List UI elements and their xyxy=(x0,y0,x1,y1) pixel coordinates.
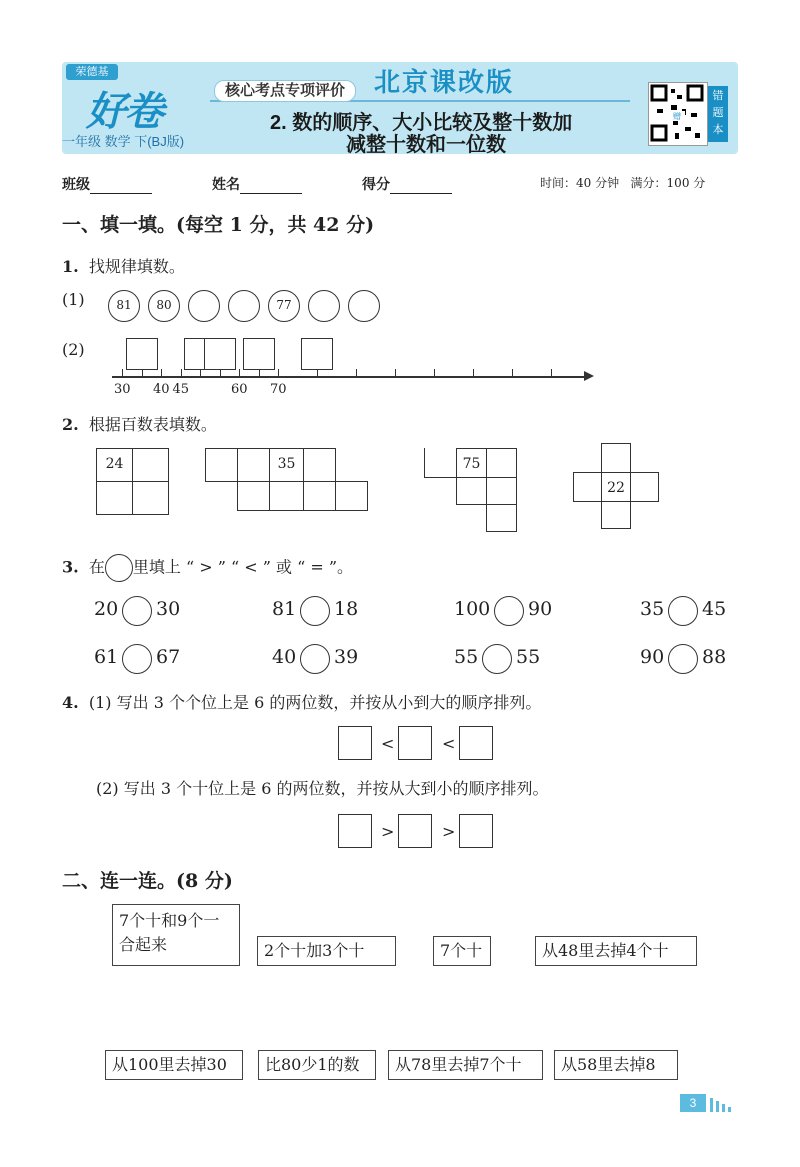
number-line-answer-box[interactable] xyxy=(204,338,236,370)
match-bottom-box[interactable]: 从58里去掉8 xyxy=(554,1050,678,1080)
number-line-pointer xyxy=(142,370,143,376)
name-field[interactable]: 姓名 xyxy=(212,174,302,194)
sequence-circle-given: 77 xyxy=(268,290,300,322)
number-line-tick xyxy=(356,369,357,377)
compare-left-number: 61 xyxy=(94,646,119,668)
page-title-line2: 减整十数和一位数 xyxy=(346,134,506,156)
exam-meta: 时间：40 分钟 满分：100 分 xyxy=(540,176,706,190)
compare-answer-circle[interactable] xyxy=(300,596,330,626)
number-line-answer-box[interactable] xyxy=(301,338,333,370)
edition-label: 北京课改版 xyxy=(374,67,515,97)
match-bottom-box[interactable]: 从78里去掉7个十 xyxy=(388,1050,543,1080)
grid4-cell[interactable] xyxy=(573,472,602,502)
sequence-circle-blank[interactable] xyxy=(188,290,220,322)
q4-part2: (2) 写出 3 个十位上是 6 的两位数，并按从大到小的顺序排列。 xyxy=(96,779,549,798)
score-field[interactable]: 得分 xyxy=(362,174,452,194)
grid3-cell: 75 xyxy=(456,448,487,478)
compare-left-number: 40 xyxy=(272,646,297,668)
q4-part1: 4. (1) 写出 3 个个位上是 6 的两位数，并按从小到大的顺序排列。 xyxy=(62,693,542,712)
less-than-sign: < xyxy=(442,734,456,753)
number-line-tick xyxy=(278,369,279,377)
number-line-tick xyxy=(434,369,435,377)
q4-2-answer-box[interactable] xyxy=(338,814,372,848)
q3-heading: 3. 在 里填上 “ > ” “ < ” 或 “ = ”。 xyxy=(62,554,353,582)
compare-right-number: 39 xyxy=(334,646,359,668)
grid4-cell[interactable] xyxy=(630,472,659,502)
page-title-line1: 2. 数的顺序、大小比较及整十数加 xyxy=(270,112,573,134)
compare-right-number: 88 xyxy=(702,646,727,668)
match-top-box[interactable]: 7个十 xyxy=(433,936,491,966)
number-line-tick xyxy=(395,369,396,377)
grid2-cell: 35 xyxy=(269,448,304,482)
brand-tag: 荣德基 xyxy=(66,64,118,80)
grid1-cell[interactable] xyxy=(132,448,169,482)
match-top-box[interactable]: 2个十加3个十 xyxy=(257,936,396,966)
less-than-sign: < xyxy=(381,734,395,753)
compare-right-number: 30 xyxy=(156,598,181,620)
number-line-label: 30 xyxy=(114,382,131,397)
compare-left-number: 100 xyxy=(454,598,491,620)
number-line-pointer xyxy=(259,370,260,376)
q4-2-answer-box[interactable] xyxy=(398,814,432,848)
compare-answer-circle[interactable] xyxy=(668,644,698,674)
q4-1-answer-box[interactable] xyxy=(338,726,372,760)
compare-right-number: 55 xyxy=(516,646,541,668)
number-line-label: 60 xyxy=(231,382,248,397)
sequence-circle-given: 81 xyxy=(108,290,140,322)
class-field[interactable]: 班级 xyxy=(62,174,152,194)
q1-part2-label: (2) xyxy=(62,340,85,359)
grid1-cell[interactable] xyxy=(96,481,133,515)
compare-answer-circle[interactable] xyxy=(494,596,524,626)
compare-right-number: 45 xyxy=(702,598,727,620)
compare-right-number: 18 xyxy=(334,598,359,620)
number-line-answer-box[interactable] xyxy=(243,338,275,370)
grid1-cell: 24 xyxy=(96,448,133,482)
q4-1-answer-box[interactable] xyxy=(459,726,493,760)
number-line-tick xyxy=(181,369,182,377)
number-line-answer-box[interactable] xyxy=(126,338,158,370)
number-line-tick xyxy=(473,369,474,377)
sequence-circle-given: 80 xyxy=(148,290,180,322)
grid4-cell[interactable] xyxy=(601,443,631,473)
grid2-cell[interactable] xyxy=(269,481,304,511)
qr-code[interactable] xyxy=(648,82,708,146)
number-line-pointer xyxy=(317,370,318,376)
sequence-circle-blank[interactable] xyxy=(308,290,340,322)
grid2-cell[interactable] xyxy=(237,481,270,511)
mistake-book-label: 错题本 xyxy=(712,90,724,136)
compare-right-number: 67 xyxy=(156,646,181,668)
compare-left-number: 35 xyxy=(640,598,665,620)
grid3-cell[interactable] xyxy=(424,448,457,478)
grid3-cell[interactable] xyxy=(486,504,517,532)
match-bottom-box[interactable]: 比80少1的数 xyxy=(258,1050,376,1080)
match-top-box[interactable]: 从48里去掉4个十 xyxy=(535,936,697,966)
q1-part1-label: (1) xyxy=(62,290,85,309)
compare-answer-circle[interactable] xyxy=(300,644,330,674)
greater-than-sign: > xyxy=(442,822,456,841)
sequence-circle-blank[interactable] xyxy=(348,290,380,322)
number-line-axis xyxy=(112,376,586,378)
greater-than-sign: > xyxy=(381,822,395,841)
grid2-cell[interactable] xyxy=(303,448,336,482)
compare-left-number: 55 xyxy=(454,646,479,668)
grid2-cell[interactable] xyxy=(237,448,270,482)
grid2-cell[interactable] xyxy=(303,481,336,511)
grid4-cell[interactable] xyxy=(601,501,631,529)
series-label: 核心考点专项评价 xyxy=(214,80,356,102)
page-number: 3 xyxy=(680,1094,706,1112)
number-line-label: 45 xyxy=(172,382,190,397)
number-line-tick xyxy=(122,369,123,377)
number-line-tick xyxy=(239,369,240,377)
compare-answer-circle[interactable] xyxy=(482,644,512,674)
brand-logo: 好卷 xyxy=(86,90,162,134)
q4-1-answer-box[interactable] xyxy=(398,726,432,760)
number-line-tick xyxy=(551,369,552,377)
q3-example-circle xyxy=(105,554,133,582)
mistake-book-tag xyxy=(708,86,728,142)
number-line-label: 40 xyxy=(153,382,170,397)
section1-title: 一、填一填。(每空 1 分，共 42 分) xyxy=(62,214,375,236)
number-line-label: 70 xyxy=(270,382,287,397)
section2-title: 二、连一连。(8 分) xyxy=(62,870,233,892)
match-top-box[interactable]: 7个十和9个一合起来 xyxy=(112,904,240,966)
grade-label: 一年级 数学 下(BJ版) xyxy=(62,134,185,149)
number-line-pointer xyxy=(200,370,201,376)
compare-right-number: 90 xyxy=(528,598,553,620)
grid3-cell[interactable] xyxy=(486,477,517,505)
number-line-tick xyxy=(512,369,513,377)
grid1-cell[interactable] xyxy=(132,481,169,515)
compare-left-number: 20 xyxy=(94,598,119,620)
page-stripes-decoration xyxy=(710,1096,740,1116)
match-bottom-box[interactable]: 从100里去掉30 xyxy=(105,1050,243,1080)
compare-left-number: 81 xyxy=(272,598,297,620)
number-line-arrow xyxy=(584,371,594,381)
compare-answer-circle[interactable] xyxy=(122,596,152,626)
grid2-cell[interactable] xyxy=(205,448,238,482)
q4-2-answer-box[interactable] xyxy=(459,814,493,848)
grid3-cell[interactable] xyxy=(456,477,487,505)
grid2-cell[interactable] xyxy=(335,481,368,511)
number-line-pointer xyxy=(220,370,221,376)
q2-heading: 2. 根据百数表填数。 xyxy=(62,415,217,434)
compare-left-number: 90 xyxy=(640,646,665,668)
compare-answer-circle[interactable] xyxy=(668,596,698,626)
compare-answer-circle[interactable] xyxy=(122,644,152,674)
q1-heading: 1. 找规律填数。 xyxy=(62,257,185,276)
grid4-cell: 22 xyxy=(601,472,631,502)
qr-gift-text: 赠 xyxy=(673,112,681,121)
grid3-cell[interactable] xyxy=(486,448,517,478)
number-line-tick xyxy=(161,369,162,377)
sequence-circle-blank[interactable] xyxy=(228,290,260,322)
